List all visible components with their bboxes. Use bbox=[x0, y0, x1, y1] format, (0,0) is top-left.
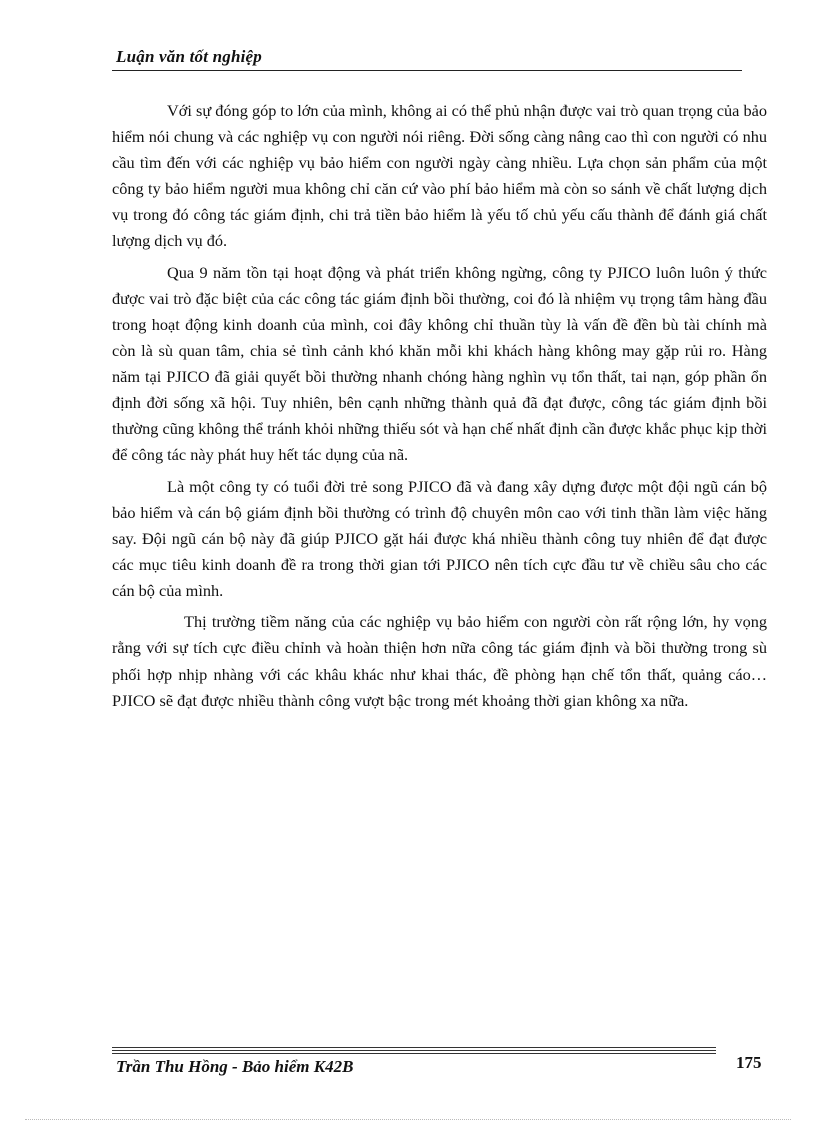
page-number: 175 bbox=[736, 1053, 762, 1072]
footer-divider bbox=[112, 1047, 716, 1048]
header-divider bbox=[112, 70, 742, 71]
running-header-title: Luận văn tốt nghiệp bbox=[116, 47, 262, 66]
paragraph-1: Với sự đóng góp to lớn của mình, không ai có thể phủ nhận được vai trò quan trọng của bảo hiểm nói chung và các nghiệp vụ con người nói riêng. Đời sống càng nâng cao thì con người có nhu cầu tìm đến với các nghiệp vụ bảo hiểm con người ngày càng nhiều. Lựa chọn sản phẩm của một công ty bảo hiểm người mua không chỉ căn cứ vào phí bảo hiểm mà còn so sánh về chất lượng dịch vụ trong đó công tác giám định, chi trả tiền bảo hiểm là yếu tố chủ yếu cấu thành để đánh giá chất lượng dịch vụ đó. bbox=[112, 101, 767, 251]
footer-divider bbox=[112, 1053, 716, 1054]
paragraph-2: Qua 9 năm tồn tại hoạt động và phát triển không ngừng, công ty PJICO luôn luôn ý thức được vai trò đặc biệt của các công tác giám định bồi thường, coi đó là nhiệm vụ trọng tâm hàng đầu trong hoạt động kinh doanh của mình, coi đây không chỉ thuần tùy là vấn đề đền bù tài chính mà còn là sù quan tâm, chia sẻ tình cảnh khó khăn mỗi khi khách hàng không may gặp rủi ro. Hàng năm tại PJICO đã giải quyết bồi thường nhanh chóng hàng nghìn vụ tổn thất, tai nạn, góp phần ổn định đời sống xã hội. Tuy nhiên, bên cạnh những thành quả đã đạt được, công tác giám định bồi thường cũng không thể tránh khỏi những thiếu sót và hạn chế nhất định cần được khắc phục kịp thời để công tác này phát huy hết tác dụng của nã. bbox=[112, 262, 767, 465]
paragraph-3: Là một công ty có tuổi đời trẻ song PJICO đã và đang xây dựng được một đội ngũ cán bộ bảo hiểm và cán bộ giám định bồi thường có trình độ chuyên môn cao với tinh thần làm việc hăng say. Đội ngũ cán bộ này đã giúp PJICO gặt hái được khá nhiều thành công tuy nhiên để đạt được các mục tiêu kinh doanh đề ra trong thời gian tới PJICO nên tích cực đầu tư về chiều sâu cho các cán bộ của mình. bbox=[112, 476, 767, 601]
footer-divider bbox=[112, 1050, 716, 1051]
body-text bbox=[112, 98, 767, 719]
page-edge-divider bbox=[25, 1119, 791, 1120]
footer-author: Trần Thu Hồng - Bảo hiểm K42B bbox=[116, 1057, 354, 1076]
paragraph-4: Thị trường tiềm năng của các nghiệp vụ bảo hiểm con người còn rất rộng lớn, hy vọng rằng với sự tích cực điều chỉnh và hoàn thiện hơn nữa công tác giám định và bồi thường trong sù phối hợp nhịp nhàng với các khâu khác như khai thác, đề phòng hạn chế tổn thất, quảng cáo…PJICO sẽ đạt được nhiều thành công vượt bậc trong mét khoảng thời gian không xa nữa. bbox=[112, 612, 767, 710]
